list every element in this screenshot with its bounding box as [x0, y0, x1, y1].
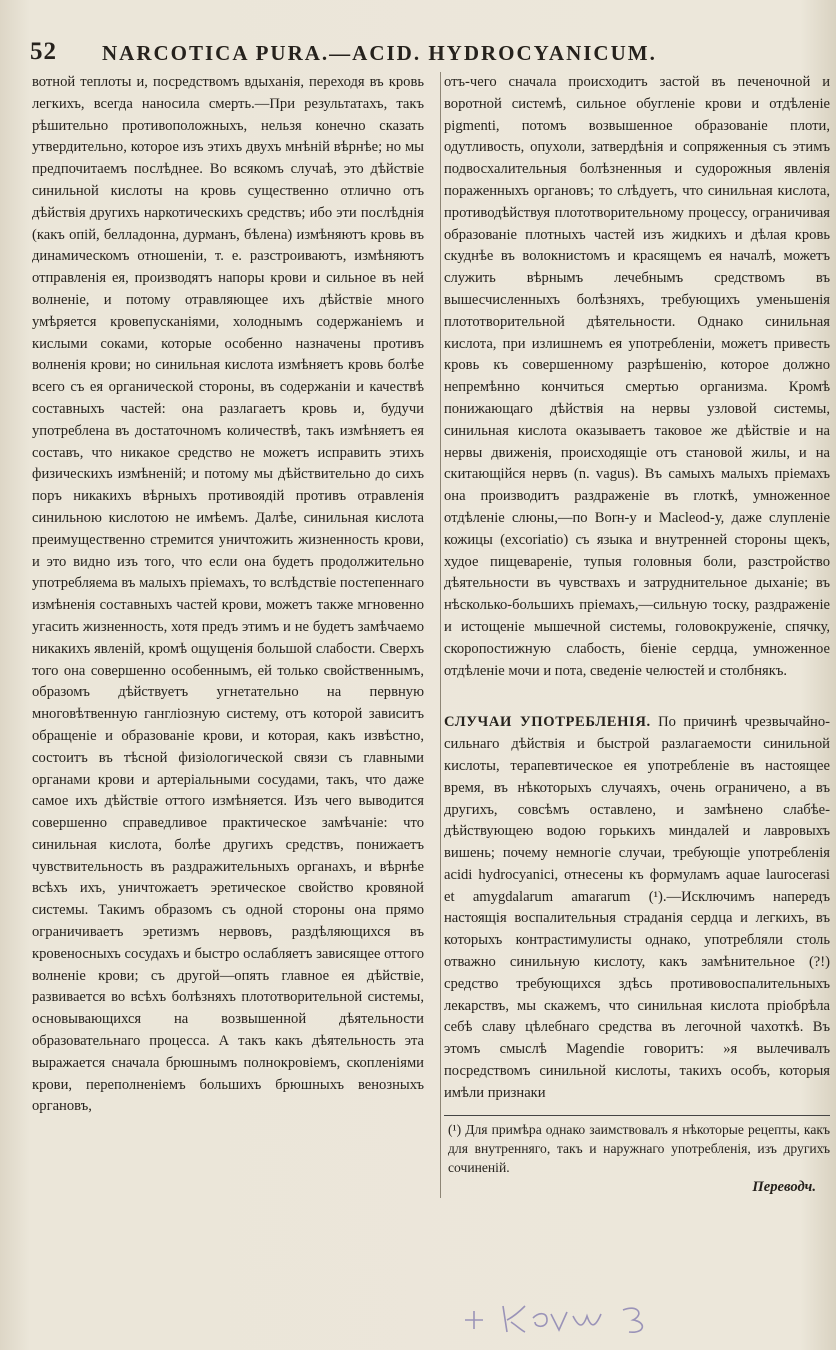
footnote-divider [444, 1115, 830, 1116]
footnote: (¹) Для примѣра однако заимствовалъ я нѣкоторые рецепты, какъ для внутренняго, такъ и наружнаго употребленія, изъ другихъ сочиненій. [448, 1121, 830, 1175]
usage-section [444, 712, 830, 1104]
section-text: По причинѣ чрезвычайно-сильнаго дѣйствія и быстрой разлагаемости синильной кислоты, терапевтическое ея употребленіе въ настоящее время, въ нѣкоторыхъ случаяхъ, очень ограничено, а въ другихъ, совсѣмъ оставлено, и замѣнено слабѣе-дѣйствующею водою горькихъ миндалей и лавровыхъ вишень; почему немногіе случаи, требующіе употребленія acidi hydrocyanici, отнесены къ формуламъ aquae laurocerasi et amygdalarum amararum (¹).—Исключимъ напередъ настоящія воспалительныя страданія сердца и легкихъ, въ которыхъ контрастимулисты однако, употребляли столь отважно синильную кислоту, какъ замѣнительное (?!) средство требующихся здѣсь противовоспалительныхъ лекарствъ, мы скажемъ, что синильная кислота пріобрѣла себѣ славу цѣлебнаго средства въ легочной чахоткѣ. Въ этомъ смыслѣ Magendie говоритъ: »я вылечивалъ посредствомъ синильной кислоты, такихъ особъ, которыя имѣли признаки [444, 714, 830, 1101]
page-number: 52 [30, 38, 57, 65]
running-title: NARCOTICA PURA.—ACID. HYDROCYANICUM. [102, 41, 657, 65]
handwritten-note [455, 1298, 695, 1338]
right-column-text: отъ-чего сначала происходитъ застой въ печеночной и воротной системѣ, сильное обугленіе крови и отдѣленіе pigmenti, потомъ возвышенное образованіе плоти, одутливость, опухоли, затвердѣнія и сопряженныя съ этимъ подвосхалительныя болѣзненныя и судорожныя явленія пораженныхъ органовъ; то слѣдуетъ, что синильная кислота, противодѣйствуя плототворительному процессу, ограничивая образованіе плотныхъ частей изъ жидкихъ и дѣлая кровь скуднѣе въ волокнистомъ и красящемъ ея началѣ, можетъ служить вѣрнымъ лечебнымъ средствомъ въ вышесчисленныхъ болѣзняхъ, требующихъ уменьшенія плототворительной дѣятельности. Однако синильная кислота, при излишнемъ ея употребленіи, можетъ привесть кровь къ совершенному разрѣшенію, которое должно непремѣнно кончиться смертью организма. Кромѣ понижающаго дѣйствія на нервы узловой системы, синильная кислота оказываетъ таковое же дѣйствіе и на нервы движенія, происходящіе отъ становой жилы, и на скитающійся нервъ (n. vagus). Въ самыхъ малыхъ пріемахъ она производитъ раздраженіе въ глоткѣ, умноженное отдѣленіе слюны,—по Borн-у и Macleod-у, даже слупленіе кожицы (excoriatio) съ языка и внутренней стороны щекъ, худое пищевареніе, тупыя головныя боли, разстройство дѣятельности въ чувствахъ и затруднительное дыханіе; въ нѣсколько-большихъ пріемахъ,—сильную тоску, раздраженіе и истощеніе мышечной системы, головокруженіе, спячку, скоропостижную слабость, біеніе сердца, умноженное отдѣленіе мочи и пота, сведеніе челюстей и столбнякъ. [444, 74, 830, 679]
left-column-text: вотной теплоты и, посредствомъ вдыханія, переходя въ кровь легкихъ, всегда наносила смерть.—При результатахъ, такъ рѣшительно противоположныхъ, нельзя конечно сказать утвердительно, которое изъ этихъ двухъ мнѣній вѣрнѣе; но мы предпочитаемъ послѣднее. Во всякомъ случаѣ, это дѣйствіе синильной кислоты на кровь существенно отлично отъ дѣйствія другихъ наркотическихъ средствъ; ибо эти послѣднія (какъ опій, белладонна, дурманъ, бѣлена) измѣняютъ кровь въ динамическомъ отношеніи, т. е. разстроиваютъ, измѣняютъ отправленія ея, производятъ напоры крови и сильное въ ней волненіе, и потому отравляющее ихъ дѣйствіе много умѣряется кровепусканіями, холоднымъ содержаніемъ и кислыми соками, которые особенно назначены противъ волненія крови; но синильная кислота измѣняетъ кровь болѣе всего съ ея органической стороны, въ содержаніи и качествѣ составныхъ частей: она разлагаетъ кровь и, будучи употреблена въ достаточномъ количествѣ, такъ измѣняетъ ея составъ, что никакое средство не можетъ исправить этихъ физическихъ измѣненій; и потому мы дѣйствительно до сихъ поръ никакихъ вѣрныхъ противоядій противъ отравленія синильною кислотою не имѣемъ. Далѣе, синильная кислота преимущественно стремится уничтожить жизненность крови, и это видно изъ того, что если она будетъ продолжительно употребляема въ малыхъ пріемахъ, то вслѣдствіе постепеннаго измѣненія составныхъ частей крови, можетъ также мгновенно угасить жизненность, хотя предъ этимъ и не будетъ замѣчаемо никакихъ явленій, кромѣ ощущенія большой слабости. Сверхъ того она совершенно особеннымъ, ей только свойственнымъ, образомъ дѣйствуетъ угнетательно на первную многовѣтвенную гангліозную систему, отъ которой зависитъ обращеніе и образованіе крови, и которая, какъ извѣстно, состоитъ въ тѣсной физіологической связи съ главными органами крови и артеріальными сосудами, такъ, что даже самое ихъ дѣйствіе оттого измѣняется. Изъ чего выводится совершенно справедливое практическое замѣчаніе: что синильная кислота, болѣе другихъ средствъ, понижаетъ чувствительность въ раздражительныхъ органахъ, и вѣрнѣе всѣхъ ихъ, уничтожаетъ эретическое свойство кровяной системы. Такимъ образомъ съ одной стороны она прямо ограничиваетъ эретизмъ нервовъ, раздѣляющихся въ кровеносныхъ сосудахъ и быстро ослабляетъ зависящее оттого волненіе крови; съ другой—опять главное ея дѣйствіе, развивается во всѣхъ болѣзняхъ плототворительной системы, основывающихся на возвышенной дѣятельности образовательнаго процесса. А такъ какъ дѣятельность эта выражается сначала брюшнымъ полнокровіемъ, скопленіями крови, переполненіемъ большихъ брюшныхъ венозныхъ органовъ, [32, 74, 424, 1115]
right-column [440, 72, 830, 1198]
left-column [32, 72, 424, 1118]
section-title: СЛУЧАИ УПОТРЕБЛЕНІЯ. [444, 714, 651, 731]
translator-signature: Переводч. [752, 1178, 816, 1195]
